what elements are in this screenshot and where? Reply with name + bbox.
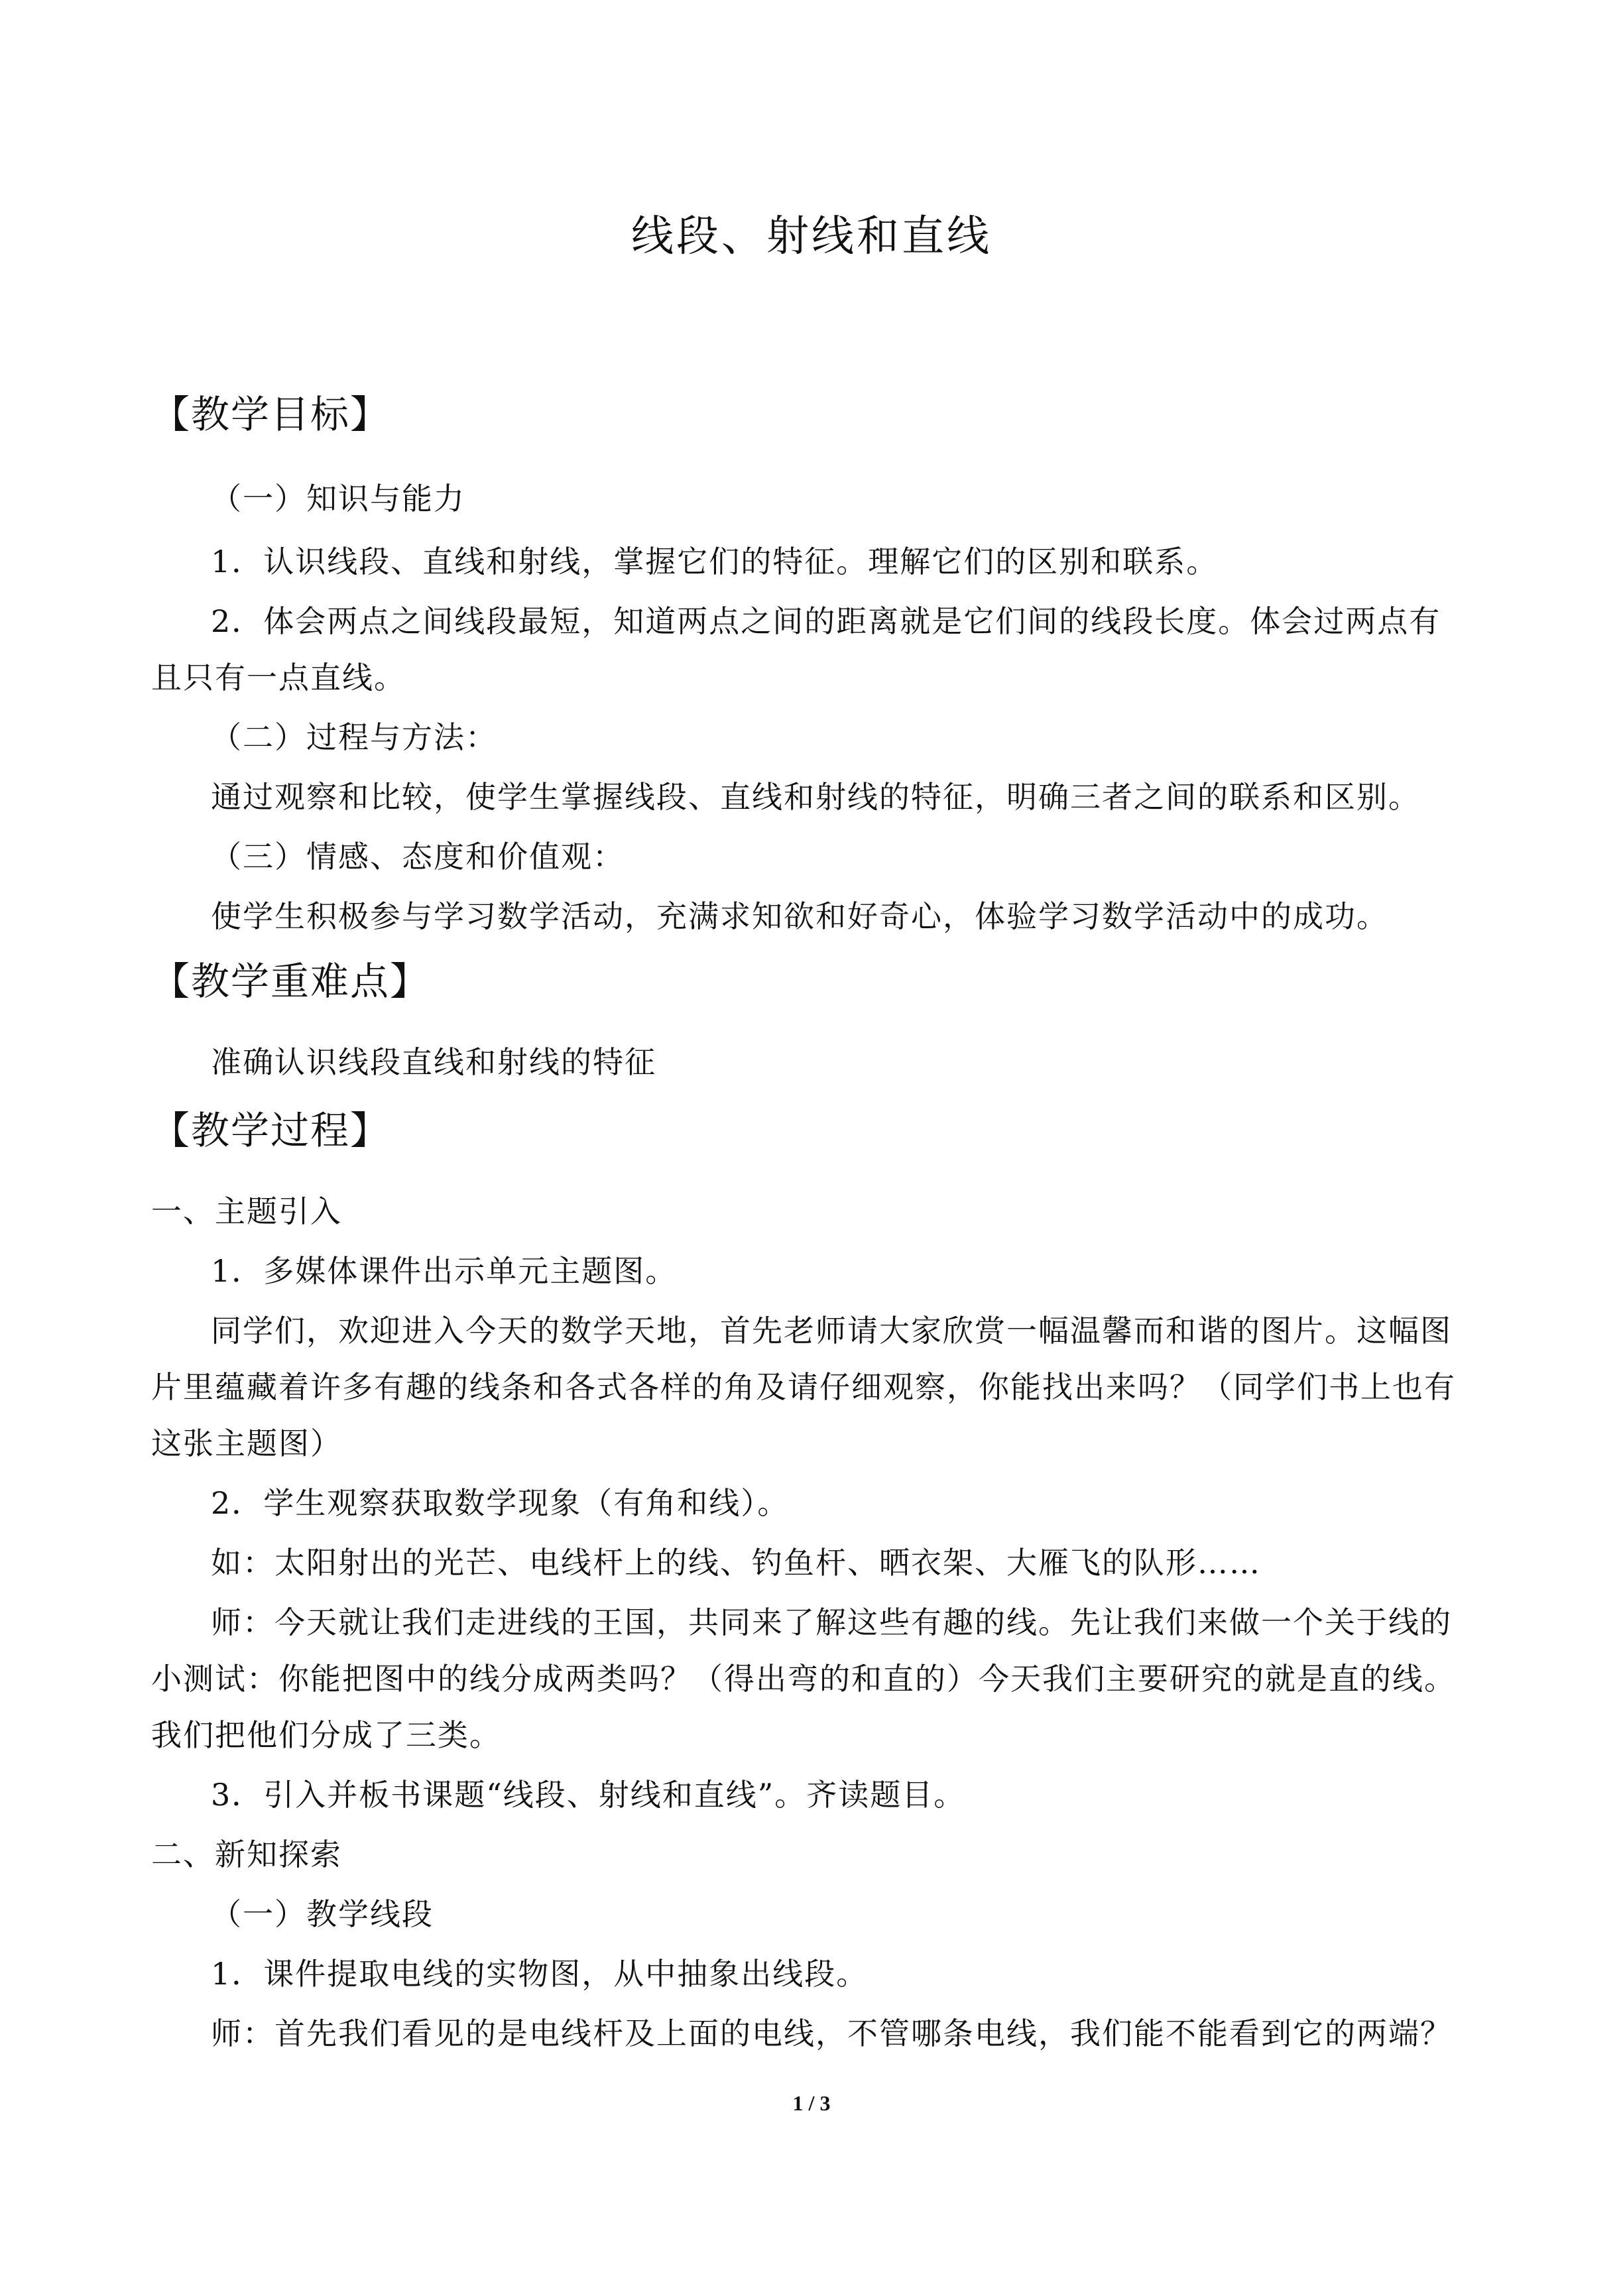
process-line: 我们把他们分成了三类。 (151, 1717, 501, 1753)
process-line: 片里蕴藏着许多有趣的线条和各式各样的角及请仔细观察，你能找出来吗？（同学们书上也有 (151, 1369, 1456, 1405)
objectives-line: 且只有一点直线。 (151, 660, 406, 695)
key-points-line: 准确认识线段直线和射线的特征 (211, 1044, 656, 1080)
process-line: 一、主题引入 (151, 1193, 342, 1229)
process-line: 1．多媒体课件出示单元主题图。 (211, 1253, 678, 1289)
objectives-line: 通过观察和比较，使学生掌握线段、直线和射线的特征，明确三者之间的联系和区别。 (211, 779, 1420, 815)
process-heading: 【教学过程】 (151, 1108, 391, 1153)
process-line: 这张主题图） (151, 1425, 342, 1461)
process-line: 同学们，欢迎进入今天的数学天地，首先老师请大家欣赏一幅温馨而和谐的图片。这幅图 (211, 1313, 1452, 1349)
process-line: 小测试：你能把图中的线分成两类吗？（得出弯的和直的）今天我们主要研究的就是直的线。 (151, 1661, 1456, 1697)
page-title: 线段、射线和直线 (631, 212, 992, 261)
objectives-line: 1．认识线段、直线和射线，掌握它们的特征。理解它们的区别和联系。 (211, 544, 1219, 579)
objectives-heading: 【教学目标】 (151, 392, 391, 437)
objectives-line: 2．体会两点之间线段最短，知道两点之间的距离就是它们间的线段长度。体会过两点有 (211, 603, 1441, 639)
process-line: （一）教学线段 (211, 1896, 434, 1932)
process-line: 3．引入并板书课题“线段、射线和直线”。齐读题目。 (211, 1777, 966, 1813)
page-number: 1 / 3 (792, 2091, 831, 2115)
process-line: 二、新知探索 (151, 1837, 342, 1872)
process-line: 如：太阳射出的光芒、电线杆上的线、钓鱼杆、晒衣架、大雁飞的队形…… (211, 1545, 1261, 1581)
process-line: 2．学生观察获取数学现象（有角和线）。 (211, 1485, 790, 1521)
objectives-line: （二）过程与方法： (211, 719, 497, 755)
key-points-heading: 【教学重难点】 (151, 959, 430, 1004)
objectives-line: （三）情感、态度和价值观： (211, 839, 625, 875)
process-line: 师：首先我们看见的是电线杆及上面的电线，不管哪条电线，我们能不能看到它的两端？ (211, 2016, 1452, 2051)
process-line: 1．课件提取电线的实物图，从中抽象出线段。 (211, 1956, 869, 1992)
objectives-line: （一）知识与能力 (211, 481, 465, 516)
objectives-line: 使学生积极参与学习数学活动，充满求知欲和好奇心，体验学习数学活动中的成功。 (211, 898, 1388, 934)
process-line: 师：今天就让我们走进线的王国，共同来了解这些有趣的线。先让我们来做一个关于线的 (211, 1604, 1452, 1640)
